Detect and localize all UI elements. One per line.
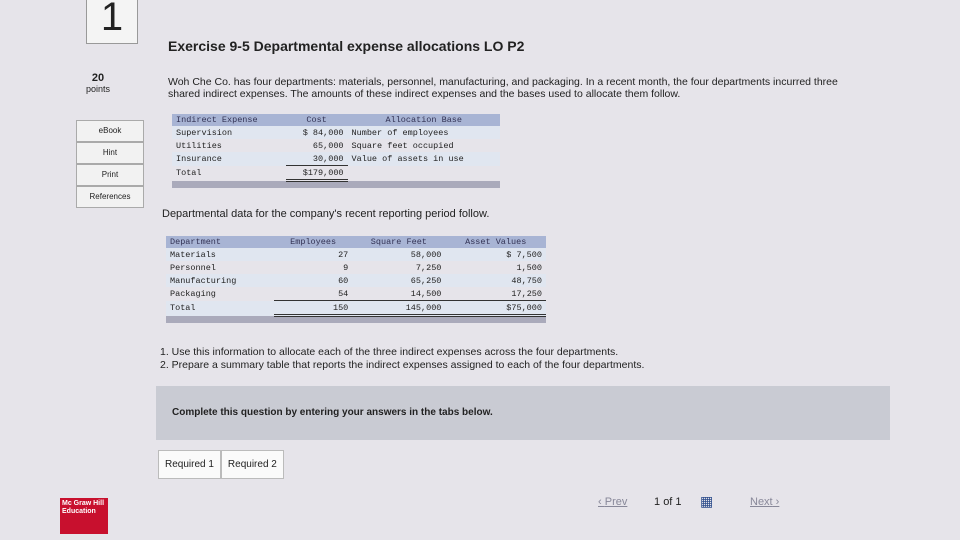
cell: 27 [274,248,352,261]
page-indicator [654,496,682,508]
col-header: Employees [274,236,352,248]
cell: 1,500 [516,262,542,273]
cell: 30,000 [286,152,348,166]
cell: 54 [274,287,352,301]
cell: $179,000 [286,166,348,181]
table-row [166,274,546,287]
print-button[interactable]: Print [76,164,144,186]
cell: 48,750 [445,274,546,287]
cell: Number of employees [348,126,500,139]
points [80,72,116,94]
indirect-expense-table [172,114,500,188]
cell: Personnel [170,262,216,273]
cell: Materials [166,248,274,261]
next-button[interactable]: Next › [750,496,780,508]
cell: Value of assets in use [348,152,500,166]
page-number: 1 [654,496,661,508]
problem-prompt: Woh Che Co. has four departments: materials, personnel, manufacturing, and packaging. In a recent month, the four departments incurred three shared indirect expenses. The amounts of these indirect expenses and the bases used to allocate them follow. [168,76,838,100]
cell: $75,000 [445,301,546,316]
table-row [166,261,546,274]
col-header: Indirect Expense [172,114,286,126]
col-header: Square Feet [352,236,445,248]
cell: $ 7,500 [445,248,546,261]
cell: Square feet occupied [351,140,454,151]
cell: Total [166,301,274,316]
next-label: Next [750,496,773,508]
table-row [172,152,500,166]
cell: 150 [274,301,352,316]
col-header: Asset Values [445,236,546,248]
cell: 65,000 [312,140,344,151]
table-row [172,126,500,139]
references-button[interactable]: References [76,186,144,208]
table-row [172,139,500,152]
prev-button[interactable]: ‹ Prev [598,496,628,508]
complete-banner: Complete this question by entering your answers in the tabs below. [156,386,890,440]
cell: Total [176,168,202,178]
tab-required-2[interactable]: Required 2 [221,450,284,479]
question-number: 1 [86,0,138,44]
cell: 58,000 [352,248,445,261]
prev-label: Prev [604,496,628,508]
mcgraw-hill-logo: Mc Graw Hill Education [60,498,108,534]
cell: 7,250 [415,262,442,273]
col-header: Allocation Base [348,114,500,126]
exercise-title: Exercise 9-5 Departmental expense allocations LO P2 [168,38,525,54]
cell: 17,250 [445,287,546,301]
tab-required-1[interactable]: Required 1 [158,450,221,479]
table-row [166,248,546,261]
ebook-button[interactable]: eBook [76,120,144,142]
cell: $ 84,000 [286,126,348,139]
hint-button[interactable]: Hint [76,142,144,164]
instructions [160,346,644,372]
grid-icon[interactable]: ▦ [700,493,714,509]
total-row [166,301,546,316]
cell: Insurance [172,152,286,166]
points-value: 20 [91,72,105,84]
total-row [172,166,500,181]
cell: 65,250 [352,274,445,287]
cell: Manufacturing [166,274,274,287]
required-tabs [158,450,284,479]
instruction-2: 2. Prepare a summary table that reports the indirect expenses assigned to each of the four departments. [160,359,645,371]
instruction-1: 1. Use this information to allocate each of the three indirect expenses across the four departments. [160,346,619,358]
col-header: Department [166,236,274,248]
cell: Packaging [170,288,216,299]
cell: Supervision [172,126,286,139]
points-label: points [85,84,111,94]
col-header: Cost [286,114,348,126]
cell: Utilities [176,140,222,151]
page-total: of 1 [663,496,682,508]
cell: 9 [343,262,349,273]
table-row [166,287,546,301]
cell: 145,000 [352,301,445,316]
department-data-table [166,236,546,323]
cell: 14,500 [352,287,445,301]
department-intro: Departmental data for the company's recent reporting period follow. [162,208,490,220]
cell: 60 [274,274,352,287]
